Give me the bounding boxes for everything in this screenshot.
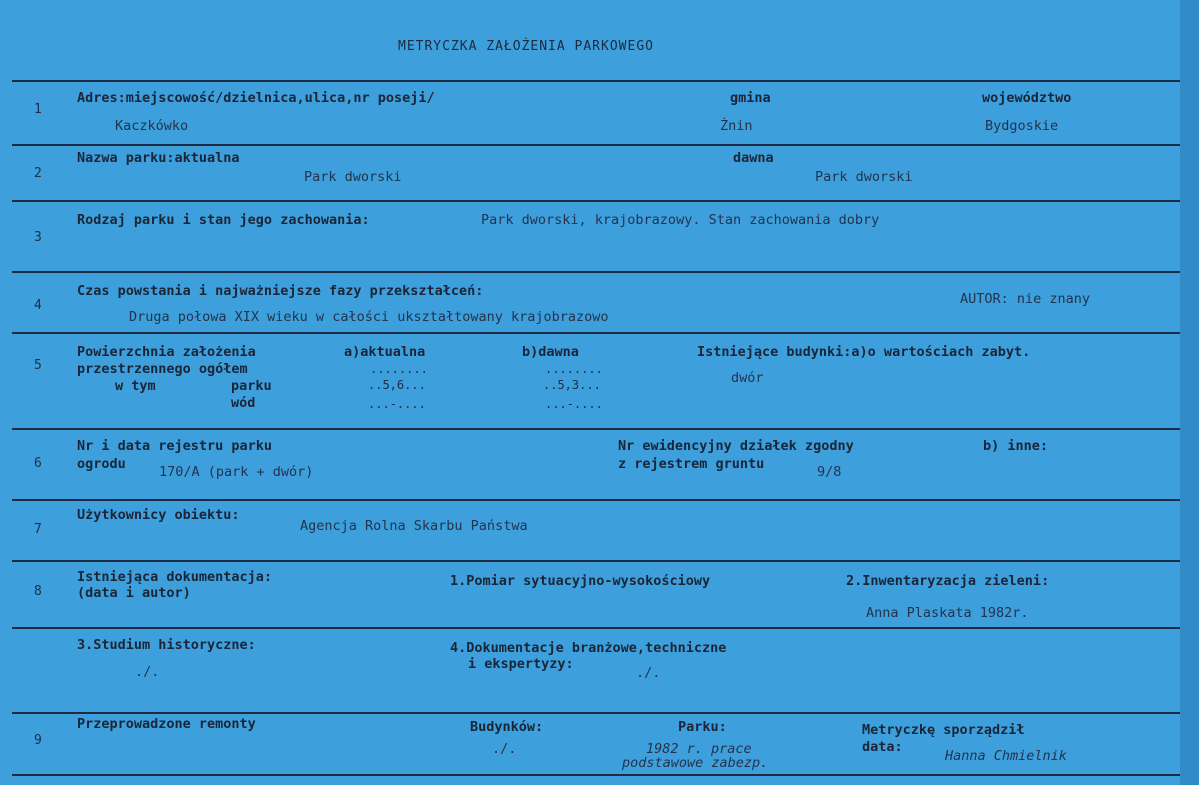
survey-label: 1.Pomiar sytuacyjno-wysokościowy — [450, 573, 711, 589]
row-number: 9 — [34, 733, 42, 748]
origin-time-label: Czas powstania i najważniejsze fazy przekształceń: — [77, 283, 484, 299]
card-edge — [1180, 0, 1199, 785]
former-water-value: ...-.... — [545, 397, 603, 411]
address-value: Kaczkówko — [115, 118, 189, 134]
divider — [12, 774, 1180, 776]
buildings-label: Istniejące budynki:a)o wartościach zabyt. — [697, 344, 1031, 360]
current-name-label: Nazwa parku:aktualna — [77, 150, 240, 166]
address-label: Adres:miejscowość/dzielnica,ulica,nr poseji/ — [77, 90, 435, 106]
other-buildings-label: b) inne: — [983, 438, 1049, 454]
divider — [12, 271, 1180, 273]
park-renovation-value-2: podstawowe zabezp. — [622, 755, 769, 771]
documentation-label: Istniejąca dokumentacja: — [77, 569, 273, 585]
current-water-value: ...-.... — [368, 397, 426, 411]
compiled-by-label: Metryczkę sporządził — [862, 722, 1025, 738]
parcel-label: Nr ewidencyjny działek zgodny — [618, 438, 854, 454]
of-which-label: w tym — [115, 378, 156, 394]
former-area-header: b)dawna — [522, 344, 579, 360]
row-number: 4 — [34, 298, 42, 313]
author-value: AUTOR: nie znany — [960, 291, 1091, 307]
row-number: 2 — [34, 166, 42, 181]
parcel-label-2: z rejestrem gruntu — [618, 456, 765, 472]
current-area-header: a)aktualna — [344, 344, 426, 360]
users-value: Agencja Rolna Skarbu Państwa — [300, 518, 528, 534]
divider — [12, 80, 1180, 82]
historical-study-value: ./. — [135, 664, 160, 680]
current-total-value: ........ — [370, 362, 428, 376]
park-renovation-value: 1982 r. prace — [646, 741, 752, 757]
technical-docs-label-2: i ekspertyzy: — [468, 656, 574, 672]
row-number: 7 — [34, 522, 42, 537]
card-title: METRYCZKA ZAŁOŻENIA PARKOWEGO — [398, 39, 654, 54]
voivodeship-label: województwo — [982, 90, 1072, 106]
water-area-label: wód — [231, 395, 256, 411]
row-number: 8 — [34, 584, 42, 599]
area-label: Powierzchnia założenia — [77, 344, 256, 360]
buildings-value: dwór — [731, 370, 764, 386]
park-area-label: parku — [231, 378, 272, 394]
divider — [12, 560, 1180, 562]
divider — [12, 200, 1180, 202]
divider — [12, 499, 1180, 501]
renovations-label: Przeprowadzone remonty — [77, 716, 256, 732]
area-label-2: przestrzennego ogółem — [77, 361, 248, 377]
divider — [12, 627, 1180, 629]
greenery-inventory-label: 2.Inwentaryzacja zieleni: — [846, 573, 1050, 589]
current-park-value: ..5,6... — [368, 378, 426, 392]
park-renovation-label: Parku: — [678, 719, 727, 735]
row-number: 5 — [34, 358, 42, 373]
divider — [12, 428, 1180, 430]
register-label-2: ogrodu — [77, 456, 126, 472]
former-park-value: ..5,3... — [543, 378, 601, 392]
gmina-value: Żnin — [720, 118, 753, 134]
current-name-value: Park dworski — [304, 169, 402, 185]
technical-docs-value: ./. — [636, 665, 661, 681]
documentation-label-2: (data i autor) — [77, 585, 191, 601]
row-number: 1 — [34, 102, 42, 117]
voivodeship-value: Bydgoskie — [985, 118, 1059, 134]
row-number: 6 — [34, 456, 42, 471]
greenery-inventory-value: Anna Plaskata 1982r. — [866, 605, 1029, 621]
gmina-label: gmina — [730, 90, 771, 106]
origin-time-value: Druga połowa XIX wieku w całości ukształtowany krajobrazowo — [129, 309, 609, 325]
date-label: data: — [862, 739, 903, 755]
former-name-label: dawna — [733, 150, 774, 166]
park-type-label: Rodzaj parku i stan jego zachowania: — [77, 212, 370, 228]
users-label: Użytkownicy obiektu: — [77, 507, 240, 523]
park-type-value: Park dworski, krajobrazowy. Stan zachowania dobry — [481, 212, 880, 228]
divider — [12, 332, 1180, 334]
parcel-value: 9/8 — [817, 464, 842, 480]
historical-study-label: 3.Studium historyczne: — [77, 637, 256, 653]
row-number: 3 — [34, 230, 42, 245]
buildings-renovation-value: ./. — [492, 741, 517, 757]
compiled-by-value: Hanna Chmielnik — [945, 748, 1067, 764]
divider — [12, 144, 1180, 146]
technical-docs-label: 4.Dokumentacje branżowe,techniczne — [450, 640, 727, 656]
former-name-value: Park dworski — [815, 169, 913, 185]
register-value: 170/A (park + dwór) — [159, 464, 314, 480]
register-label: Nr i data rejestru parku — [77, 438, 273, 454]
divider — [12, 712, 1180, 714]
buildings-renovation-label: Budynków: — [470, 719, 544, 735]
former-total-value: ........ — [545, 362, 603, 376]
